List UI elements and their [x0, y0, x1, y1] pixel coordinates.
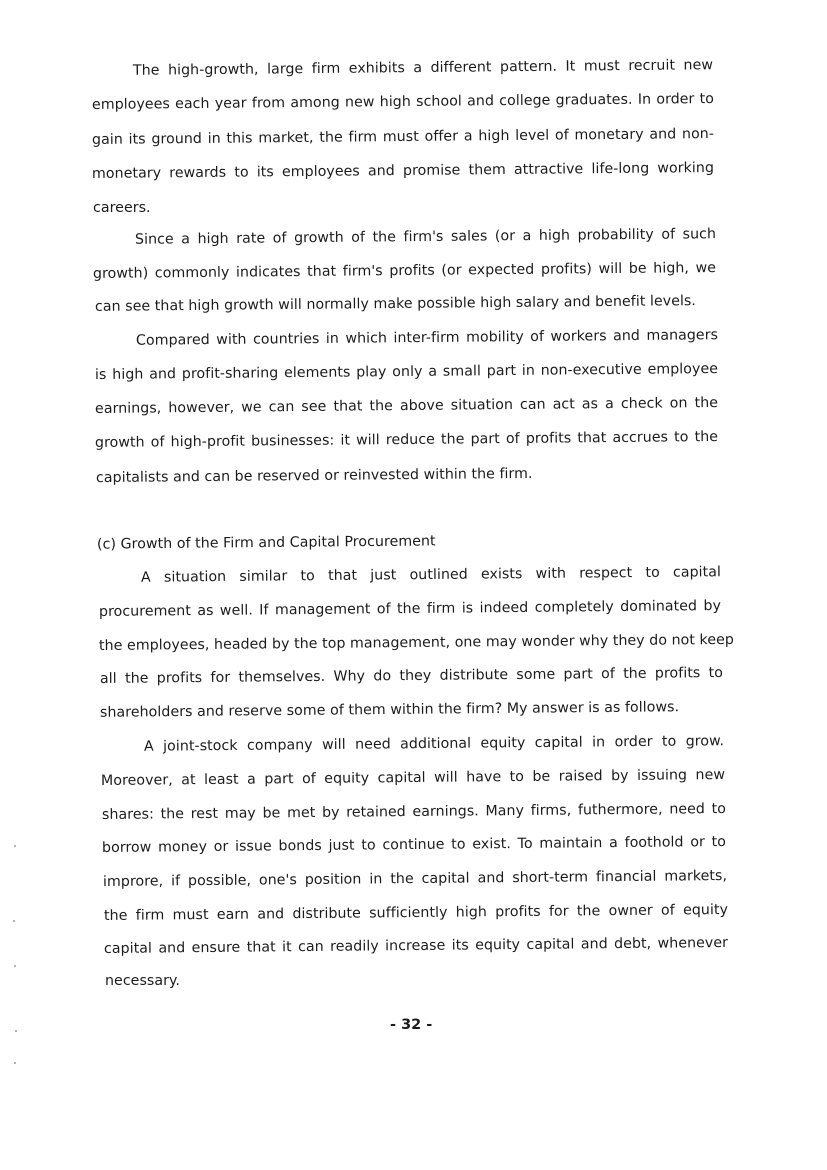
- paragraph-3-line-4: growth of high-profit businesses: it will reduce the part of profits that accrues to the: [94, 429, 719, 451]
- scan-speck: [14, 1062, 16, 1064]
- paragraph-5-line-5: improre, if possible, one's position in the capital and short-term financial markets,: [102, 868, 728, 890]
- paragraph-5-line-1: A joint-stock company will need additional equity capital in order to grow.: [143, 733, 725, 755]
- paragraph-4-line-5: shareholders and reserve some of them within the firm? My answer is as follows.: [99, 699, 680, 721]
- paragraph-2-line-1: Since a high rate of growth of the firm's sales (or a high probability of such: [134, 226, 717, 248]
- paragraph-1-line-2: employees each year from among new high school and college graduates. In order to: [91, 91, 715, 113]
- paragraph-2-line-2: growth) commonly indicates that firm's profits (or expected profits) will be high, we: [92, 260, 717, 282]
- scan-speck: [14, 845, 16, 847]
- paragraph-2-line-3: can see that high growth will normally make possible high salary and benefit levels.: [94, 293, 697, 315]
- paragraph-5-line-8: necessary.: [105, 973, 180, 989]
- paragraph-3-line-5: capitalists and can be reserved or reinvested within the firm.: [95, 465, 533, 487]
- paragraph-3-line-2: is high and profit-sharing elements play only a small part in non-executive employee: [94, 361, 719, 383]
- paragraph-1-line-1: The high-growth, large firm exhibits a different pattern. It must recruit new: [132, 57, 714, 79]
- paragraph-5-line-6: the firm must earn and distribute sufficiently high profits for the owner of equity: [103, 902, 729, 924]
- paragraph-4-line-1: A situation similar to that just outlined exists with respect to capital: [140, 564, 722, 586]
- paragraph-5-line-3: shares: the rest may be met by retained earnings. Many firms, futhermore, need to: [101, 801, 727, 823]
- paragraph-5-line-2: Moreover, at least a part of equity capital will have to be raised by issuing new: [100, 767, 726, 789]
- paragraph-4-line-2: procurement as well. If management of the firm is indeed completely dominated by: [98, 598, 722, 620]
- paragraph-4-line-3: the employees, headed by the top management, one may wonder why they do not keep: [98, 631, 734, 654]
- scan-speck: [14, 965, 16, 967]
- scan-speck: [13, 920, 15, 922]
- paragraph-4-line-4: all the profits for themselves. Why do they distribute some part of the profits to: [99, 665, 724, 687]
- paragraph-1-line-4: monetary rewards to its employees and promise them attractive life-long working: [91, 160, 715, 182]
- paragraph-1-line-5: careers.: [93, 200, 151, 216]
- scan-speck: [15, 1030, 17, 1032]
- paragraph-1-line-3: gain its ground in this market, the firm must offer a high level of monetary and non-: [91, 126, 715, 148]
- paragraph-3-line-3: earnings, however, we can see that the above situation can act as a check on the: [94, 395, 719, 417]
- paragraph-5-line-4: borrow money or issue bonds just to continue to exist. To maintain a foothold or to: [101, 834, 727, 856]
- paragraph-3-line-1: Compared with countries in which inter-firm mobility of workers and managers: [135, 327, 719, 349]
- section-heading: (c) Growth of the Firm and Capital Procurement: [96, 533, 436, 553]
- paragraph-5-line-7: capital and ensure that it can readily increase its equity capital and debt, whenever: [103, 935, 729, 957]
- page-number: - 32 -: [390, 1017, 433, 1033]
